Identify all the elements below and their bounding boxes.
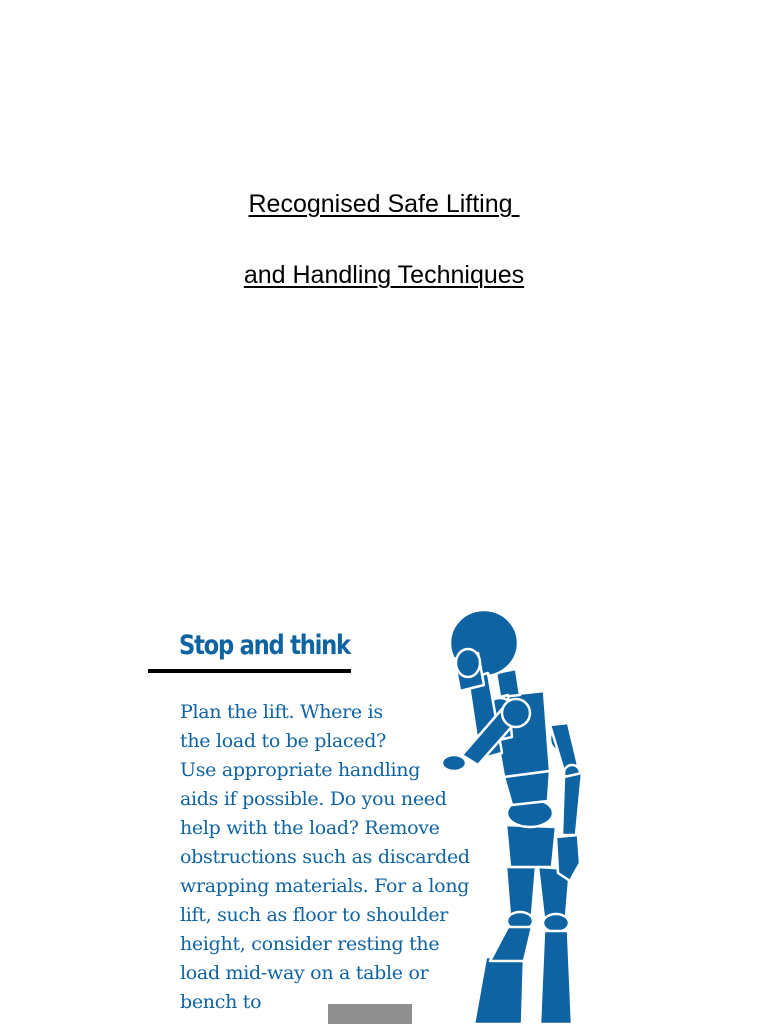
body-line: wrapping materials. For a long (180, 875, 470, 897)
section-heading: Stop and think (179, 630, 350, 661)
body-line: Use appropriate handling (180, 759, 421, 781)
body-line: help with the load? Remove (180, 817, 440, 839)
title-line-2: and Handling Techniques (243, 261, 525, 289)
body-line: aids if possible. Do you need (180, 788, 447, 810)
body-line: obstructions such as discarded (180, 846, 470, 868)
gray-placeholder-box (328, 1004, 412, 1024)
title-line-1: Recognised Safe Lifting (248, 190, 520, 218)
body-line: load mid-way on a table or (180, 962, 429, 984)
body-line: lift, such as floor to shoulder (180, 904, 449, 926)
thinking-mannequin-icon (420, 605, 600, 1024)
heading-underline (148, 669, 351, 673)
body-line: the load to be placed? (180, 730, 386, 752)
body-line: Plan the lift. Where is (180, 701, 383, 723)
body-line: bench to (180, 991, 262, 1013)
body-line: height, consider resting the (180, 933, 440, 955)
